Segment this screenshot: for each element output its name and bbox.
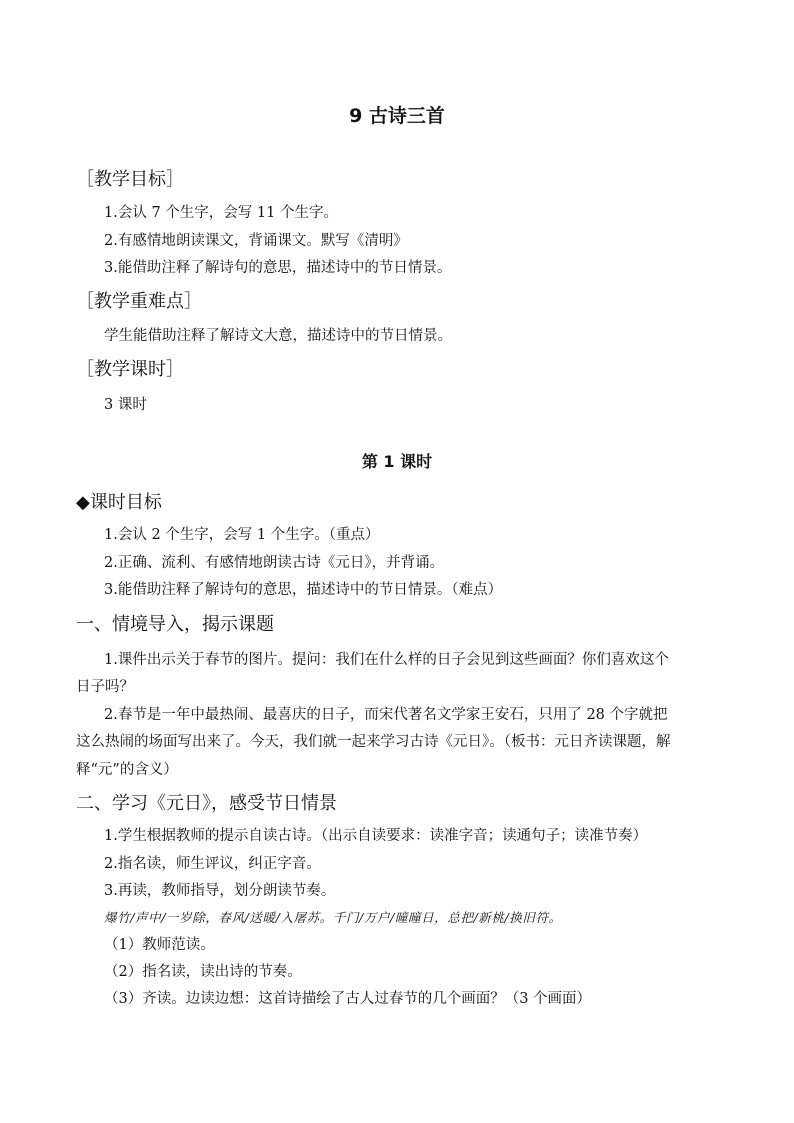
key-points-text: 学生能借助注释了解诗文大意，描述诗中的节日情景。 (104, 328, 452, 344)
paragraph-line: 1.课件出示关于春节的图片。提问：我们在什么样的日子会见到这些画面？你们喜欢这个 (104, 652, 669, 668)
goal-item: 3.能借助注释了解诗句的意思，描述诗中的节日情景。 (104, 260, 452, 276)
lesson-title: 第 1 课时 (361, 452, 433, 471)
sub-list-item: （2）指名读，读出诗的节奏。 (104, 964, 302, 980)
document-title: 9 古诗三首 (349, 105, 445, 127)
sub-list-item: （3）齐读。边读边想：这首诗描绘了古人过春节的几个画面？（3 个画面） (104, 991, 592, 1007)
paragraph-line: 释“元”的含义） (76, 762, 178, 778)
lesson-goal-item: 1.会认 2 个生字，会写 1 个生字。（重点） (104, 527, 380, 543)
section-heading-class-hours: ［教学课时］ (76, 359, 184, 380)
part2-heading: 二、学习《元日》，感受节日情景 (76, 793, 337, 814)
list-item: 1.学生根据教师的提示自读古诗。（出示自读要求：读准字音；读通句子；读准节奏） (104, 828, 648, 844)
list-item: 2.指名读，师生评议，纠正字音。 (104, 856, 321, 872)
lesson-goal-item: 2.正确、流利、有感情地朗读古诗《元日》，并背诵。 (104, 555, 445, 571)
sub-list-item: （1）教师范读。 (104, 937, 215, 953)
poem-rhythm-line: 爆竹/声中/一岁除，春风/送暖/入屠苏。千门/万户/曈曈日，总把/新桃/换旧符。 (104, 910, 562, 925)
lesson-goal-item: 3.能借助注释了解诗句的意思，描述诗中的节日情景。（难点） (104, 582, 503, 598)
goal-item: 1.会认 7 个生字，会写 11 个生字。 (104, 205, 338, 221)
list-item: 3.再读，教师指导，划分朗读节奏。 (104, 883, 336, 899)
paragraph-line: 日子吗？ (76, 679, 134, 695)
lesson-goals-heading: ◆课时目标 (76, 492, 162, 513)
paragraph-line: 2.春节是一年中最热闹、最喜庆的日子，而宋代著名文学家王安石，只用了 28 个字就把 (104, 707, 668, 723)
paragraph-line: 这么热闹的场面写出来了。今天，我们就一起来学习古诗《元日》。（板书：元日齐读课题，解 (76, 734, 671, 750)
class-hours-text: 3 课时 (104, 397, 147, 413)
goal-item: 2.有感情地朗读课文，背诵课文。默写《清明》 (104, 233, 408, 249)
section-heading-teaching-goals: ［教学目标］ (76, 169, 184, 190)
part1-heading: 一、情境导入，揭示课题 (76, 614, 274, 635)
section-heading-key-points: ［教学重难点］ (76, 291, 202, 312)
